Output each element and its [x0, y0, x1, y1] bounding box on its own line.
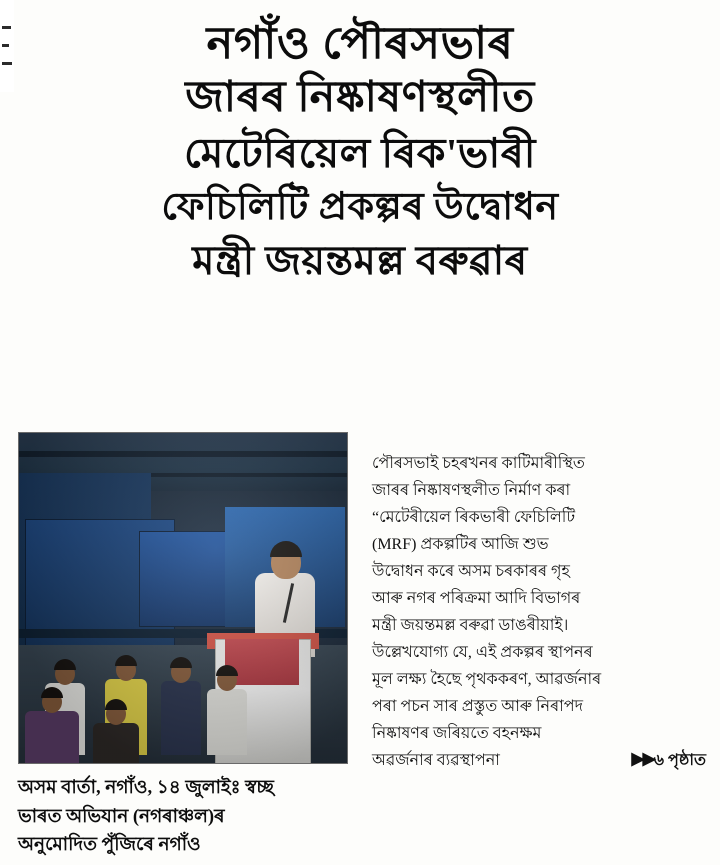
- article-text: [372, 450, 706, 774]
- right-column: [372, 432, 706, 865]
- article-line: নিষ্কাষণৰ জৰিয়তে বহনক্ষম: [372, 725, 542, 742]
- article-line: পৌৰসভাই চহৰখনৰ কাটিমাৰীস্থিত: [372, 455, 585, 472]
- article-line: উল্লেখযোগ্য যে, এই প্ৰকল্পৰ স্থাপনৰ: [372, 644, 593, 661]
- caption-line: অসম বাৰ্তা, নগাঁও, ১৪ জুলাইঃ স্বচ্ছ: [18, 778, 274, 798]
- headline-block: [0, 0, 720, 290]
- page-edge-bleed: [0, 0, 14, 92]
- article-line: উদ্বোধন কৰে অসম চৰকাৰৰ গৃহ: [372, 563, 570, 580]
- continuation-link[interactable]: [632, 747, 707, 774]
- bleed-mark: [2, 62, 12, 65]
- article-line: মূল লক্ষ্য হৈছে পৃথককৰণ, আৱৰ্জনাৰ: [372, 671, 602, 688]
- bleed-mark: [2, 44, 9, 47]
- photo-lighting-overlay: [19, 433, 347, 763]
- left-column: [18, 432, 354, 865]
- headline-line-2: জাৰৰ নিষ্কাষণস্থলীত: [185, 74, 535, 122]
- article-body: [0, 432, 720, 865]
- bleed-mark: [2, 26, 11, 29]
- article-line: জাৰৰ নিষ্কাষণস্থলীত নিৰ্মাণ কৰা: [372, 482, 571, 499]
- caption-line: ভাৰত অভিযান (নগৰাঞ্চল)ৰ: [18, 806, 225, 827]
- article-line-text: অৱৰ্জনাৰ ব্যৱস্থাপনা: [372, 752, 500, 769]
- headline-line-5: মন্ত্ৰী জয়ন্তমল্ল বৰুৱাৰ: [192, 238, 528, 283]
- article-line: “মেটেৰীয়েল ৰিকভাৰী ফেচিলিটি: [372, 509, 576, 526]
- article-last-line: [372, 747, 706, 774]
- headline-line-4: ফেচিলিটি প্ৰকল্পৰ উদ্বোধন: [161, 186, 559, 229]
- caption-line: অনুমোদিত পুঁজিৰে নগাঁও: [18, 835, 201, 856]
- headline-line-3: মেটেৰিয়েল ৰিক'ভাৰী: [183, 129, 537, 176]
- article-line: মন্ত্ৰী জয়ন্তমল্ল বৰুৱা ডাঙৰীয়াই।: [372, 617, 569, 634]
- article-line: আৰু নগৰ পৰিক্ৰমা আদি বিভাগৰ: [372, 590, 581, 607]
- photo-caption: [18, 774, 354, 860]
- inauguration-photo: [18, 432, 348, 764]
- continuation-arrow-icon: ▶▶: [631, 749, 654, 768]
- article-line: (MRF) প্ৰকল্পটিৰ আজি শুভ: [372, 536, 549, 553]
- headline-line-1: নগাঁও পৌৰসভাৰ: [206, 18, 514, 68]
- continuation-label: ৬ পৃষ্ঠাত: [653, 752, 706, 769]
- article-line: পৰা পচন সাৰ প্ৰস্তুত আৰু নিৰাপদ: [372, 698, 583, 715]
